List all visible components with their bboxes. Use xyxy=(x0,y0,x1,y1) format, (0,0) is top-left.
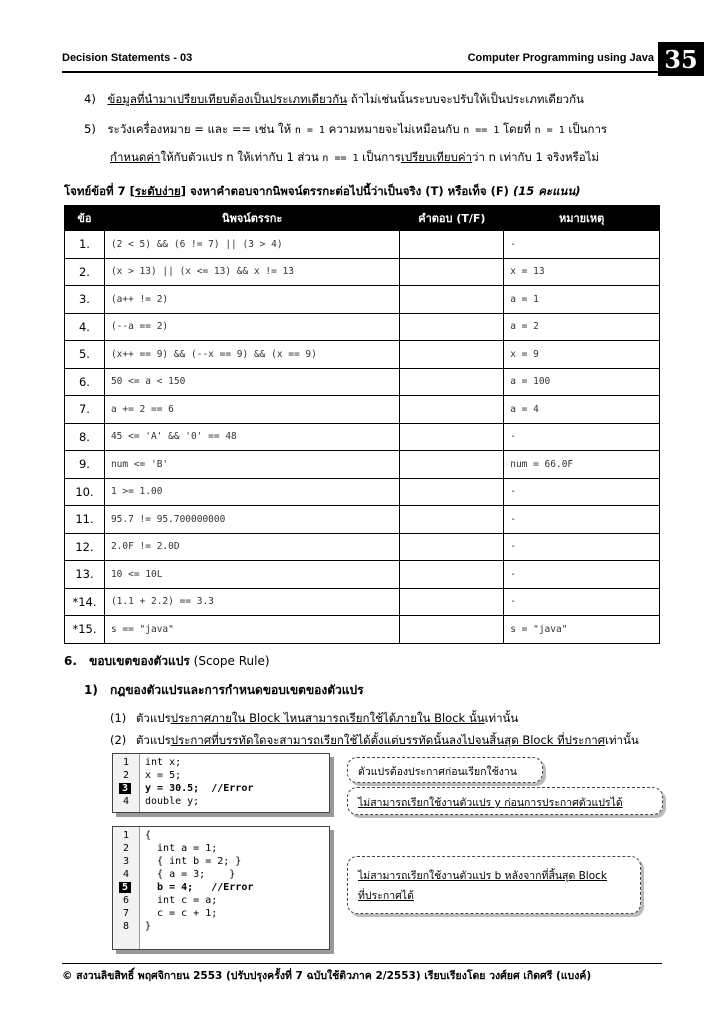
col-header-note: หมายเหตุ xyxy=(504,206,660,231)
callout-declare-before-use xyxy=(347,757,543,783)
row-expression: a += 2 == 6 xyxy=(104,396,399,424)
line-number: 4 xyxy=(122,869,130,880)
table-row xyxy=(65,478,660,506)
callout-3-line-2: ที่ประกาศได้ xyxy=(358,890,414,902)
subsection-1-number: 1) xyxy=(84,683,98,697)
note-5 xyxy=(84,121,607,139)
row-note: - xyxy=(504,561,660,589)
code-line: c = c + 1; xyxy=(145,908,218,919)
row-answer[interactable] xyxy=(400,451,504,479)
code-line: int c = a; xyxy=(145,895,218,906)
code-line: int x; xyxy=(145,757,182,768)
note-5-l2-text-c: ว่า n เท่ากับ 1 จริงหรือไม่ xyxy=(472,150,599,164)
row-answer[interactable] xyxy=(400,423,504,451)
line-number: 1 xyxy=(122,830,130,841)
table-row xyxy=(65,533,660,561)
row-number: 13. xyxy=(65,561,105,589)
row-note: x = 13 xyxy=(504,258,660,286)
rule-1 xyxy=(110,710,518,728)
row-note: - xyxy=(504,423,660,451)
row-number: 7. xyxy=(65,396,105,424)
rule-1-number: (1) xyxy=(110,711,127,725)
row-expression: 10 <= 10L xyxy=(104,561,399,589)
row-expression: s == "java" xyxy=(104,616,399,644)
note-4-emphasis: ข้อมูลที่นำมาเปรียบเทียบต้องเป็นประเภทเดียวกัน xyxy=(107,92,348,106)
subsection-1-title: กฎของตัวแปรและการกำหนดขอบเขตของตัวแปร xyxy=(110,683,364,697)
line-number: 3 xyxy=(119,783,131,794)
row-note: num = 66.0F xyxy=(504,451,660,479)
table-row xyxy=(65,396,660,424)
row-expression: 95.7 != 95.700000000 xyxy=(104,506,399,534)
code-line: int a = 1; xyxy=(145,843,218,854)
row-answer[interactable] xyxy=(400,286,504,314)
line-number: 5 xyxy=(119,882,131,893)
row-answer[interactable] xyxy=(400,561,504,589)
table-header-row xyxy=(65,206,660,231)
row-answer[interactable] xyxy=(400,588,504,616)
rule-1-emphasis: ประกาศภายใน Block ไหนสามารถเรียกใช้ได้ภายใน Block นั้น xyxy=(170,711,485,725)
note-5-text-b: ความหมายจะไม่เหมือนกับ xyxy=(324,122,464,136)
row-number: 2. xyxy=(65,258,105,286)
note-5-compare-term: เปรียบเทียบค่า xyxy=(400,150,473,164)
note-5-text-c: โดยที่ xyxy=(499,122,535,136)
row-note: a = 2 xyxy=(504,313,660,341)
row-number: 11. xyxy=(65,506,105,534)
line-number: 2 xyxy=(122,770,130,781)
code-line: { xyxy=(145,830,152,841)
row-note: - xyxy=(504,231,660,259)
row-note: - xyxy=(504,533,660,561)
rule-2 xyxy=(110,732,639,750)
row-answer[interactable] xyxy=(400,506,504,534)
row-note: a = 1 xyxy=(504,286,660,314)
row-number: 8. xyxy=(65,423,105,451)
code-line: } xyxy=(145,921,152,932)
code-line: { int b = 2; } xyxy=(145,856,242,867)
row-note: - xyxy=(504,588,660,616)
row-note: - xyxy=(504,506,660,534)
row-expression: 45 <= 'A' && '0' == 48 xyxy=(104,423,399,451)
code-line: double y; xyxy=(145,796,200,807)
row-number: 10. xyxy=(65,478,105,506)
row-expression: (2 < 5) && (6 != 7) || (3 > 4) xyxy=(104,231,399,259)
page-footer: © สงวนลิขสิทธิ์ พฤศจิกายน 2553 (ปรับปรุงครั้งที่ 7 ฉบับใช้ติวภาค 2/2553) เรียบเรียงโดย วงศ์ยศ เกิดศรี (แบงค์) xyxy=(62,970,592,982)
row-expression: (1.1 + 2.2) == 3.3 xyxy=(104,588,399,616)
row-answer[interactable] xyxy=(400,396,504,424)
code-example-1 xyxy=(112,753,330,813)
col-header-answer: คำตอบ (T/F) xyxy=(400,206,504,231)
note-5-code-b: n == 1 xyxy=(463,125,500,136)
row-note: x = 9 xyxy=(504,341,660,369)
rule-2-text-b: เท่านั้น xyxy=(605,733,639,747)
line-number: 2 xyxy=(122,843,130,854)
table-row xyxy=(65,341,660,369)
row-number: 4. xyxy=(65,313,105,341)
table-row xyxy=(65,588,660,616)
note-5-code-c: n = 1 xyxy=(534,125,565,136)
exercise-title-b: จงหาคำตอบจากนิพจน์ตรรกะต่อไปนี้ว่าเป็นจริง (T) หรือเท็จ (F) xyxy=(186,184,513,198)
callout-undeclared-y xyxy=(347,787,663,815)
row-expression: 50 <= a < 150 xyxy=(104,368,399,396)
row-expression: (x++ == 9) && (--x == 9) && (x == 9) xyxy=(104,341,399,369)
row-note: a = 100 xyxy=(504,368,660,396)
row-answer[interactable] xyxy=(400,478,504,506)
exercise-table xyxy=(64,205,660,644)
note-5-assign-term: กำหนดค่า xyxy=(110,150,161,164)
note-5-text-d: เป็นการ xyxy=(564,122,608,136)
footer-rule xyxy=(62,963,662,964)
row-note: s = "java" xyxy=(504,616,660,644)
section-6-heading xyxy=(64,652,270,671)
table-row xyxy=(65,231,660,259)
row-number: 6. xyxy=(65,368,105,396)
row-number: 5. xyxy=(65,341,105,369)
row-expression: num <= 'B' xyxy=(104,451,399,479)
note-5-line-2 xyxy=(110,149,599,167)
row-number: 1. xyxy=(65,231,105,259)
row-expression: (a++ != 2) xyxy=(104,286,399,314)
table-row xyxy=(65,423,660,451)
code-line: { a = 3; } xyxy=(145,869,236,880)
note-4-number: 4) xyxy=(84,92,96,106)
exercise-title xyxy=(64,183,580,201)
code-line: x = 5; xyxy=(145,770,182,781)
exercise-score: (15 คะแนน) xyxy=(512,184,581,198)
row-expression: (x > 13) || (x <= 13) && x != 13 xyxy=(104,258,399,286)
row-answer[interactable] xyxy=(400,231,504,259)
table-row xyxy=(65,258,660,286)
row-answer[interactable] xyxy=(400,313,504,341)
row-answer[interactable] xyxy=(400,616,504,644)
row-number: 12. xyxy=(65,533,105,561)
callout-3-line-1: ไม่สามารถเรียกใช้งานตัวแปร b หลังจากที่สิ้นสุด Block xyxy=(358,870,608,882)
callout-1-text: ตัวแปรต้องประกาศก่อนเรียกใช้งาน xyxy=(358,766,517,778)
row-expression: (--a == 2) xyxy=(104,313,399,341)
col-header-expression: นิพจน์ตรรกะ xyxy=(104,206,399,231)
row-answer[interactable] xyxy=(400,341,504,369)
table-row xyxy=(65,506,660,534)
table-row xyxy=(65,616,660,644)
table-row xyxy=(65,561,660,589)
note-5-text-a: ระวังเครื่องหมาย = และ == เช่น ให้ xyxy=(107,122,295,136)
table-row xyxy=(65,368,660,396)
code-line: b = 4; //Error xyxy=(145,882,254,893)
rule-2-emphasis: ประกาศที่บรรทัดใดจะสามารถเรียกใช้ได้ตั้งแต่บรรทัดนั้นลงไปจนสิ้นสุด Block ที่ประกาศ xyxy=(170,733,606,747)
col-header-no: ข้อ xyxy=(65,206,105,231)
exercise-title-a: โจทย์ข้อที่ 7 xyxy=(64,184,130,198)
line-number: 1 xyxy=(122,757,130,768)
row-answer[interactable] xyxy=(400,258,504,286)
exercise-level: [ระดับง่าย] xyxy=(129,184,187,198)
row-note: - xyxy=(504,478,660,506)
note-4-text: ถ้าไม่เช่นนั้นระบบจะปรับให้เป็นประเภทเดียวกัน xyxy=(347,92,584,106)
table-row xyxy=(65,286,660,314)
note-5-l2-text-b: เป็นการ xyxy=(358,150,401,164)
table-row xyxy=(65,313,660,341)
callout-2-text: ไม่สามารถเรียกใช้งานตัวแปร y ก่อนการประกาศตัวแปรได้ xyxy=(358,797,623,809)
header-rule xyxy=(62,71,658,73)
rule-1-text-a: ตัวแปร xyxy=(135,711,171,725)
line-number: 4 xyxy=(122,796,130,807)
row-note: a = 4 xyxy=(504,396,660,424)
rule-1-text-b: เท่านั้น xyxy=(484,711,519,725)
code-line: y = 30.5; //Error xyxy=(145,783,254,794)
line-number: 8 xyxy=(122,921,130,932)
row-expression: 1 >= 1.00 xyxy=(104,478,399,506)
row-answer[interactable] xyxy=(400,533,504,561)
section-6-number: 6. xyxy=(64,654,77,668)
table-row xyxy=(65,451,660,479)
note-5-number: 5) xyxy=(84,122,96,136)
note-5-code-a: n = 1 xyxy=(294,125,325,136)
row-expression: 2.0F != 2.0D xyxy=(104,533,399,561)
note-4 xyxy=(84,91,584,109)
note-5-l2-code: n == 1 xyxy=(322,153,359,164)
line-number: 6 xyxy=(122,895,130,906)
row-number: 9. xyxy=(65,451,105,479)
header-course: Computer Programming using Java xyxy=(467,52,654,64)
subsection-1-heading xyxy=(84,681,364,700)
line-number: 3 xyxy=(122,856,130,867)
row-number: *14. xyxy=(65,588,105,616)
row-number: 3. xyxy=(65,286,105,314)
page-header xyxy=(62,49,654,71)
callout-block-scope xyxy=(347,856,641,914)
section-6-title: ขอบเขตของตัวแปร xyxy=(89,654,190,668)
line-number: 7 xyxy=(122,908,130,919)
section-6-title-en: (Scope Rule) xyxy=(189,654,270,668)
rule-2-text-a: ตัวแปร xyxy=(135,733,171,747)
code-example-2 xyxy=(112,826,330,950)
row-answer[interactable] xyxy=(400,368,504,396)
header-chapter: Decision Statements - 03 xyxy=(62,52,193,64)
note-5-l2-text-a: ให้กับตัวแปร n ให้เท่ากับ 1 ส่วน xyxy=(160,150,323,164)
rule-2-number: (2) xyxy=(110,733,127,747)
row-number: *15. xyxy=(65,616,105,644)
page-number: 35 xyxy=(658,42,704,76)
